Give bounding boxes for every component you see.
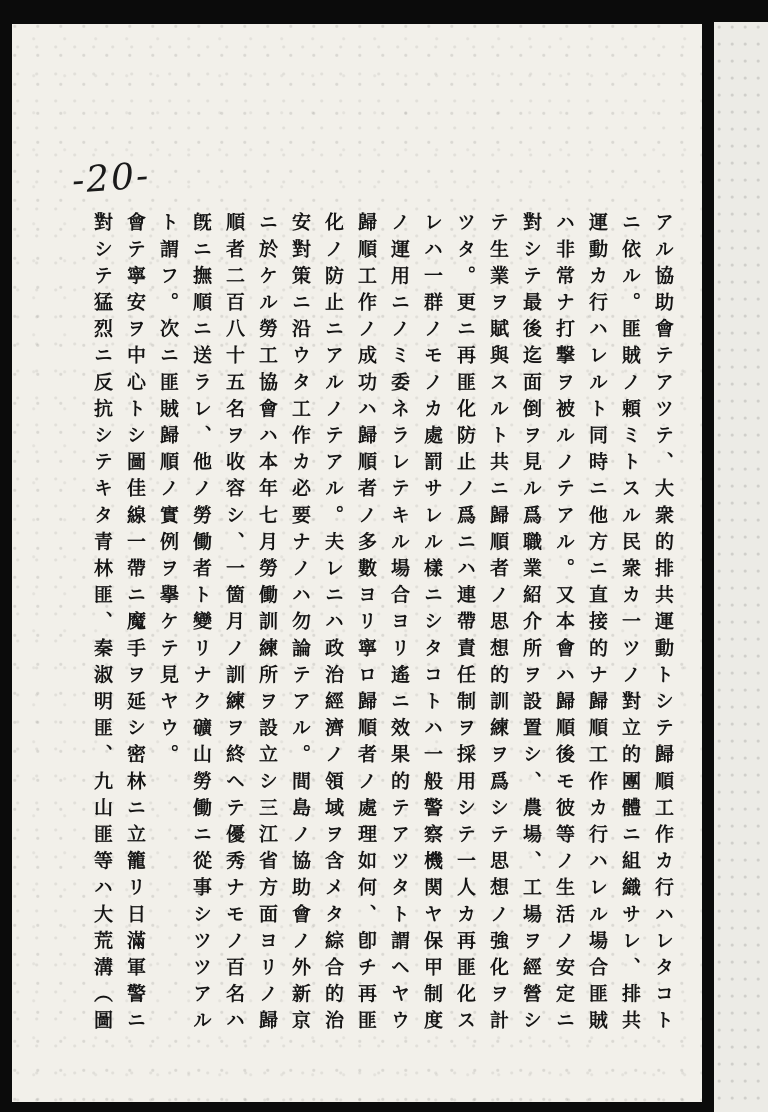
vertical-text-block (92, 212, 672, 1062)
text-column-6: テ生業ヲ賦與スルト共ニ歸順者ノ思想的訓練ヲ爲シテ思想ノ強化ヲ計 (487, 212, 509, 1037)
text-column-12: 安對策ニ沿ウタ工作カ必要ナノハ勿論テアル。間島ノ協助會ノ外新京 (289, 212, 311, 1037)
adjacent-page-edge (714, 22, 768, 1112)
text-column-8: レハ一群ノモノカ處罰サレル樣ニシタコトハ一般警察機関ヤ保甲制度 (421, 212, 443, 1037)
text-column-16: ト謂フ。次ニ匪賊歸順ノ實例ヲ擧ケテ見ヤウ。 (157, 212, 179, 771)
text-column-2: ニ依ル。匪賊ノ頼ミトスル民衆カ一ツノ對立的團體ニ組織サレ、排共 (619, 212, 641, 1037)
text-column-14: 順者二百八十五名ヲ收容シ、一箇月ノ訓練ヲ終ヘテ優秀ナモノ百名ハ (223, 212, 245, 1037)
text-column-5: 對シテ最後迄面倒ヲ見ル爲職業紹介所ヲ設置シ、農場、工場ヲ經營シ (520, 212, 542, 1037)
text-column-7: ツタ。更ニ再匪化防止ノ爲ニハ連帶責任制ヲ採用シテ一人カ再匪化ス (454, 212, 476, 1037)
text-column-18: 對シテ猛烈ニ反抗シテキタ青林匪、秦淑明匪、九山匪等ハ大荒溝（圖 (91, 212, 113, 1037)
page-number: -20- (70, 155, 152, 202)
text-column-9: ノ運用ニノミ委ネラレテキル場合ヨリ遙ニ效果的テアツタト謂ヘヤウ (388, 212, 410, 1037)
text-column-3: 運動カ行ハレルト同時ニ他方ニ直接的ナ歸順工作カ行ハレル場合匪賊 (586, 212, 608, 1037)
text-column-11: 化ノ防止ニアルノテアル。夫レニハ政治經濟ノ領域ヲ含メタ綜合的治 (322, 212, 344, 1037)
text-column-10: 歸順工作ノ成功ハ歸順者ノ多數ヨリ寧ロ歸順者ノ處理如何、卽チ再匪 (355, 212, 377, 1037)
text-column-15: 旣ニ撫順ニ送ラレ、他ノ勞働者ト變リナク礦山勞働ニ從事シツツアル (190, 212, 212, 1037)
text-column-13: ニ於ケル勞工協會ハ本年七月勞働訓練所ヲ設立シ三江省方面ヨリノ歸 (256, 212, 278, 1037)
text-column-1: アル協助會テアツテ、大衆的排共運動トシテ歸順工作カ行ハレタコト (652, 212, 674, 1037)
text-column-4: ハ非常ナ打撃ヲ被ルノテアル。又本會ハ歸順後モ彼等ノ生活ノ安定ニ (553, 212, 575, 1037)
text-column-17: 會テ寧安ヲ中心トシ圖佳線一帶ニ魔手ヲ延シ密林ニ立籠リ日滿軍警ニ (124, 212, 146, 1037)
